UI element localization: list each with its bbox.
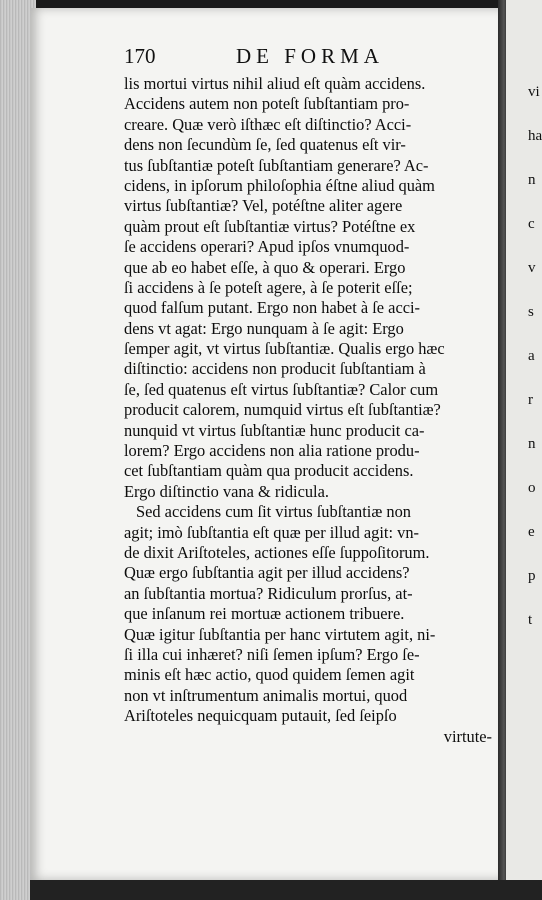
running-head — [124, 44, 484, 70]
facing-page-fragment: v — [528, 260, 536, 276]
text-line: lorem? Ergo accidens non alia ratione produ- — [124, 441, 420, 461]
page-number: 170 — [124, 44, 156, 68]
text-line: non vt inſtrumentum animalis mortui, quod — [124, 685, 408, 705]
text-line: Ergo diſtinctio vana & ridicula. — [124, 481, 329, 501]
running-title: DE FORMA — [236, 44, 384, 68]
body-text — [124, 74, 492, 747]
bottom-shadow — [30, 880, 542, 900]
facing-page-fragment: r — [528, 392, 533, 408]
facing-page-fragment: n — [528, 172, 536, 188]
text-line: Quæ igitur ſubſtantia per hanc virtutem agit, ni- — [124, 624, 436, 644]
facing-page-fragment: s — [528, 304, 534, 320]
text-line: agit; imò ſubſtantia eſt quæ per illud agit: vn- — [124, 522, 419, 542]
facing-page-fragment: p — [528, 568, 536, 584]
text-line: quod falſum putant. Ergo non habet à ſe acci- — [124, 298, 420, 318]
text-line: ſemper agit, vt virtus ſubſtantiæ. Qualis ergo hæc — [124, 339, 445, 359]
text-line: ſi illa cui inhæret? niſi ſemen ipſum? Ergo ſe- — [124, 644, 420, 664]
facing-page-fragment: e — [528, 524, 535, 540]
text-line: diſtinctio: accidens non producit ſubſtantiam à — [124, 359, 426, 379]
facing-page-fragment: t — [528, 612, 533, 628]
facing-page-fragment: ha — [528, 128, 542, 144]
text-line: an ſubſtantia mortua? Ridiculum prorſus, at- — [124, 583, 413, 603]
text-line: Quæ ergo ſubſtantia agit per illud accidens? — [124, 563, 410, 583]
text-line: ſi accidens à ſe poteſt agere, à ſe poterit eſſe; — [124, 277, 413, 297]
text-line: ſe accidens operari? Apud ipſos vnumquod- — [124, 237, 410, 257]
text-line: creare. Quæ verò iſthæc eſt diſtinctio? Acci- — [124, 114, 412, 134]
facing-page-edge — [506, 0, 542, 900]
text-line: que inſanum rei mortuæ actionem tribuere. — [124, 604, 405, 624]
facing-page-fragment: vi — [528, 84, 540, 100]
facing-page-fragment: c — [528, 216, 535, 232]
text-line: nunquid vt virtus ſubſtantiæ hunc producit ca- — [124, 420, 425, 440]
text-line: ſe, ſed quatenus eſt virtus ſubſtantiæ? Calor cum — [124, 379, 439, 399]
text-line: quàm prout eſt ſubſtantiæ virtus? Potéſtne ex — [124, 216, 416, 236]
text-line: Sed accidens cum ſit virtus ſubſtantiæ non — [136, 502, 411, 522]
text-line: minis eſt hæc actio, quod quidem ſemen agit — [124, 665, 415, 685]
text-line: Accidens autem non poteſt ſubſtantiam pro- — [124, 94, 410, 114]
text-line: de dixit Ariſtoteles, actiones eſſe ſuppoſitorum. — [124, 542, 430, 562]
text-line: dens non ſecundùm ſe, ſed quatenus eſt vir- — [124, 135, 406, 155]
text-line: Ariſtoteles nequicquam putauit, ſed ſeipſo — [124, 706, 397, 726]
text-line: lis mortui virtus nihil aliud eſt quàm accidens. — [124, 74, 426, 93]
facing-page-fragment: a — [528, 348, 535, 364]
catchword: virtute- — [443, 726, 492, 746]
text-line: cet ſubſtantiam quàm qua producit accidens. — [124, 461, 414, 481]
text-line: cidens, in ipſorum philoſophia éſtne aliud quàm — [124, 175, 435, 195]
text-line: tus ſubſtantiæ poteſt ſubſtantiam generare? Ac- — [124, 155, 429, 175]
facing-page-fragment: n — [528, 436, 536, 452]
text-line: dens vt agat: Ergo nunquam à ſe agit: Ergo — [124, 318, 404, 338]
text-line: producit calorem, numquid virtus eſt ſubſtantiæ? — [124, 400, 441, 420]
text-line: que ab eo habet eſſe, à quo & operari. Ergo — [124, 257, 406, 277]
text-line: virtus ſubſtantiæ? Vel, potéſtne aliter agere — [124, 196, 403, 216]
facing-page-fragment: o — [528, 480, 536, 496]
